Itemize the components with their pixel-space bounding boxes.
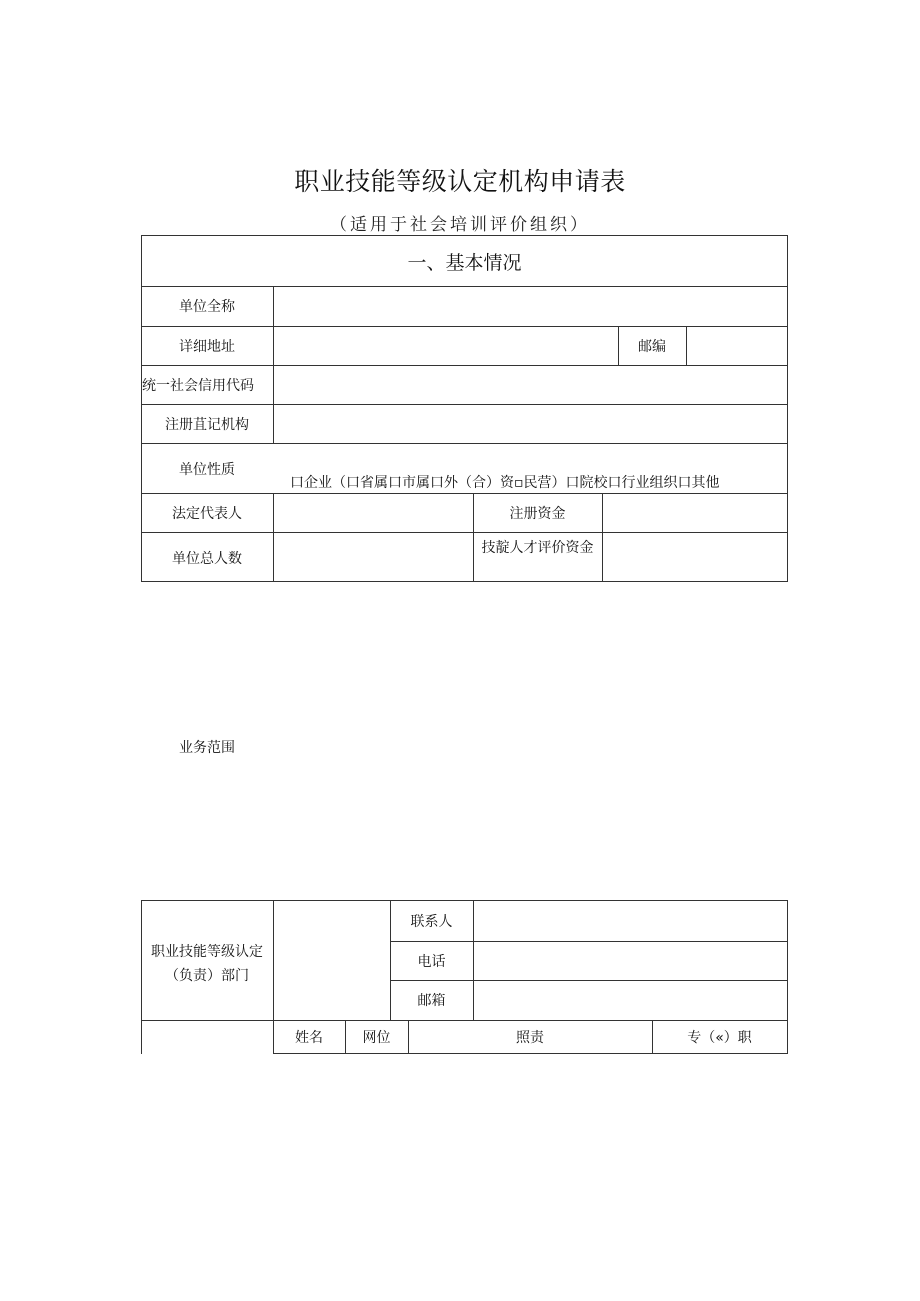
skill-eval-capital-field[interactable]	[603, 533, 787, 581]
col-header-position: 网位	[362, 1030, 391, 1046]
dept-label-line2: （负责）部门	[165, 968, 249, 984]
business-scope-field[interactable]	[260, 600, 787, 880]
credit-code-field[interactable]	[274, 366, 787, 404]
postcode-field[interactable]	[687, 327, 787, 365]
registered-capital-field[interactable]	[603, 494, 787, 532]
label-address: 详细地址	[179, 339, 235, 355]
label-unit-name: 单位全称	[179, 299, 235, 315]
label-total-staff: 单位总人数	[172, 551, 242, 567]
page-subtitle: （适用于社会培训评价组织）	[330, 215, 590, 235]
col-header-duty: 照责	[516, 1030, 544, 1046]
label-registration-authority: 注册苴记机构	[165, 416, 249, 433]
label-unit-nature: 单位性质	[179, 462, 235, 478]
label-credit-code: 统一社会信用代码	[142, 377, 254, 394]
label-email: 邮箱	[417, 993, 446, 1009]
legal-rep-field[interactable]	[274, 494, 473, 532]
contact-field[interactable]	[474, 901, 787, 941]
registration-authority-field[interactable]	[274, 405, 787, 443]
section-heading-basic: 一、基本情况	[407, 251, 522, 274]
dept-name-field[interactable]	[274, 901, 390, 1020]
label-business-scope: 业务范围	[179, 740, 235, 756]
unit-nature-options[interactable]: 口企业（口省属口市属口外（合）资▫民营）口院校口行业组织口其他	[290, 475, 720, 491]
col-header-name: 姓名	[295, 1030, 323, 1046]
label-contact: 联系人	[410, 913, 453, 930]
dept-label-line1: 职业技能等级认定	[151, 944, 263, 960]
col-header-title: 专（«）职	[687, 1030, 752, 1046]
address-field[interactable]	[274, 327, 618, 365]
label-phone: 电话	[417, 953, 446, 970]
label-registered-capital: 注册资金	[509, 505, 566, 522]
total-staff-field[interactable]	[274, 533, 473, 581]
page-title: 职业技能等级认定机构申请表	[294, 167, 626, 196]
phone-field[interactable]	[474, 942, 787, 980]
label-legal-rep: 法定代表人	[172, 505, 242, 522]
label-postcode: 邮编	[638, 339, 666, 355]
email-field[interactable]	[474, 981, 787, 1020]
unit-name-field[interactable]	[274, 287, 787, 326]
dept-label	[142, 940, 272, 988]
label-skill-eval-capital: 技靛人才评价资金	[481, 540, 594, 556]
